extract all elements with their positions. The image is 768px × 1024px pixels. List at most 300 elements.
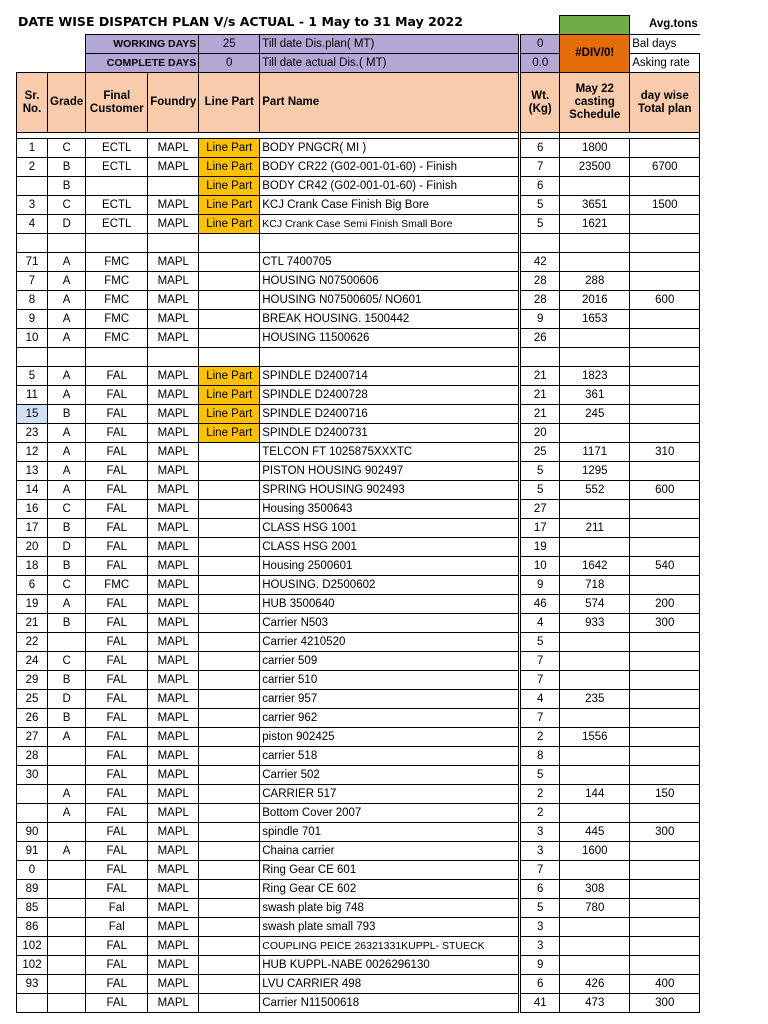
cell-part[interactable]: BREAK HOUSING. 1500442 xyxy=(260,310,520,329)
cell-wt[interactable]: 5 xyxy=(520,462,560,481)
cell-grade[interactable]: A xyxy=(48,842,86,861)
cell-part[interactable]: TELCON FT 1025875XXXTC xyxy=(260,443,520,462)
cell-customer[interactable]: ECTL xyxy=(86,139,148,158)
till-plan-value[interactable]: 0 xyxy=(520,35,560,54)
cell-part[interactable]: PISTON HOUSING 902497 xyxy=(260,462,520,481)
cell-grade[interactable]: A xyxy=(48,443,86,462)
cell-customer[interactable]: ECTL xyxy=(86,158,148,177)
cell-grade[interactable]: C xyxy=(48,576,86,595)
cell-line[interactable] xyxy=(199,500,260,519)
cell-grade[interactable] xyxy=(48,747,86,766)
cell-line[interactable] xyxy=(199,652,260,671)
cell-customer[interactable]: FAL xyxy=(86,728,148,747)
cell-plan[interactable]: 300 xyxy=(630,614,700,633)
cell-sched[interactable]: 2016 xyxy=(560,291,630,310)
cell-plan[interactable] xyxy=(630,272,700,291)
cell-sched[interactable] xyxy=(560,538,630,557)
cell-grade[interactable]: D xyxy=(48,215,86,234)
cell-plan[interactable] xyxy=(630,804,700,823)
cell-wt[interactable]: 21 xyxy=(520,386,560,405)
cell-wt[interactable]: 6 xyxy=(520,139,560,158)
cell-sr[interactable]: 6 xyxy=(17,576,48,595)
cell-part[interactable]: HUB 3500640 xyxy=(260,595,520,614)
cell-grade[interactable] xyxy=(48,633,86,652)
cell-line[interactable] xyxy=(199,538,260,557)
cell-sr[interactable]: 0 xyxy=(17,861,48,880)
cell-foundry[interactable]: MAPL xyxy=(148,652,199,671)
cell-grade[interactable]: A xyxy=(48,386,86,405)
cell-wt[interactable]: 7 xyxy=(520,709,560,728)
cell-sr[interactable] xyxy=(17,994,48,1013)
cell-sched[interactable] xyxy=(560,424,630,443)
till-actual-value[interactable]: 0.0 xyxy=(520,54,560,73)
cell-foundry[interactable]: MAPL xyxy=(148,690,199,709)
cell-foundry[interactable]: MAPL xyxy=(148,538,199,557)
cell-line[interactable] xyxy=(199,633,260,652)
cell-line[interactable] xyxy=(199,823,260,842)
cell-foundry[interactable]: MAPL xyxy=(148,215,199,234)
cell-sr[interactable]: 93 xyxy=(17,975,48,994)
cell-part[interactable]: SPINDLE D2400731 xyxy=(260,424,520,443)
cell-sr[interactable]: 27 xyxy=(17,728,48,747)
cell-grade[interactable] xyxy=(48,234,86,253)
cell-part[interactable]: CLASS HSG 1001 xyxy=(260,519,520,538)
cell-customer[interactable]: FMC xyxy=(86,291,148,310)
cell-line[interactable] xyxy=(199,310,260,329)
cell-sched[interactable] xyxy=(560,500,630,519)
cell-sched[interactable]: 1823 xyxy=(560,367,630,386)
cell-foundry[interactable] xyxy=(148,177,199,196)
cell-sched[interactable] xyxy=(560,329,630,348)
cell-sr[interactable]: 30 xyxy=(17,766,48,785)
cell-foundry[interactable]: MAPL xyxy=(148,424,199,443)
cell-customer[interactable]: Fal xyxy=(86,918,148,937)
cell-line[interactable]: Line Part xyxy=(199,158,260,177)
cell-foundry[interactable]: MAPL xyxy=(148,196,199,215)
cell-plan[interactable] xyxy=(630,842,700,861)
cell-part[interactable]: SPINDLE D2400728 xyxy=(260,386,520,405)
cell-sr[interactable]: 23 xyxy=(17,424,48,443)
cell-line[interactable] xyxy=(199,329,260,348)
cell-wt[interactable]: 21 xyxy=(520,405,560,424)
cell-customer[interactable]: Fal xyxy=(86,899,148,918)
cell-plan[interactable]: 600 xyxy=(630,291,700,310)
cell-line[interactable] xyxy=(199,614,260,633)
cell-sched[interactable] xyxy=(560,177,630,196)
cell-customer[interactable]: FAL xyxy=(86,823,148,842)
cell-line[interactable]: Line Part xyxy=(199,196,260,215)
cell-sched[interactable]: 23500 xyxy=(560,158,630,177)
cell-wt[interactable]: 25 xyxy=(520,443,560,462)
cell-wt[interactable]: 5 xyxy=(520,633,560,652)
cell-customer[interactable]: FAL xyxy=(86,842,148,861)
cell-part[interactable]: HOUSING 11500626 xyxy=(260,329,520,348)
cell-sched[interactable]: 780 xyxy=(560,899,630,918)
cell-wt[interactable]: 28 xyxy=(520,272,560,291)
cell-grade[interactable]: B xyxy=(48,519,86,538)
cell-grade[interactable]: B xyxy=(48,614,86,633)
cell-plan[interactable] xyxy=(630,234,700,253)
cell-sched[interactable]: 1800 xyxy=(560,139,630,158)
cell-wt[interactable]: 10 xyxy=(520,557,560,576)
cell-foundry[interactable]: MAPL xyxy=(148,557,199,576)
cell-part[interactable]: LVU CARRIER 498 xyxy=(260,975,520,994)
cell-sched[interactable]: 3651 xyxy=(560,196,630,215)
cell-sr[interactable]: 8 xyxy=(17,291,48,310)
cell-line[interactable] xyxy=(199,595,260,614)
cell-plan[interactable]: 400 xyxy=(630,975,700,994)
cell-sched[interactable] xyxy=(560,804,630,823)
cell-sr[interactable]: 3 xyxy=(17,196,48,215)
cell-wt[interactable]: 20 xyxy=(520,424,560,443)
cell-line[interactable] xyxy=(199,994,260,1013)
cell-foundry[interactable]: MAPL xyxy=(148,595,199,614)
cell-sched[interactable]: 1295 xyxy=(560,462,630,481)
cell-foundry[interactable]: MAPL xyxy=(148,633,199,652)
cell-sched[interactable] xyxy=(560,956,630,975)
cell-foundry[interactable]: MAPL xyxy=(148,405,199,424)
cell-part[interactable]: Housing 3500643 xyxy=(260,500,520,519)
cell-grade[interactable]: A xyxy=(48,481,86,500)
cell-sched[interactable] xyxy=(560,234,630,253)
cell-sr[interactable]: 28 xyxy=(17,747,48,766)
cell-customer[interactable]: FAL xyxy=(86,424,148,443)
cell-grade[interactable] xyxy=(48,956,86,975)
cell-grade[interactable]: A xyxy=(48,310,86,329)
cell-grade[interactable]: A xyxy=(48,367,86,386)
cell-line[interactable] xyxy=(199,842,260,861)
cell-sched[interactable]: 288 xyxy=(560,272,630,291)
cell-customer[interactable]: FAL xyxy=(86,937,148,956)
cell-sr[interactable]: 20 xyxy=(17,538,48,557)
cell-sr[interactable]: 19 xyxy=(17,595,48,614)
cell-customer[interactable]: FMC xyxy=(86,576,148,595)
cell-wt[interactable]: 5 xyxy=(520,899,560,918)
cell-part[interactable]: COUPLING PEICE 26321331KUPPL- STUECK xyxy=(260,937,520,956)
cell-plan[interactable] xyxy=(630,766,700,785)
cell-sched[interactable]: 211 xyxy=(560,519,630,538)
cell-sr[interactable]: 85 xyxy=(17,899,48,918)
cell-sr[interactable]: 86 xyxy=(17,918,48,937)
cell-sr[interactable]: 71 xyxy=(17,253,48,272)
cell-wt[interactable]: 5 xyxy=(520,766,560,785)
cell-foundry[interactable]: MAPL xyxy=(148,443,199,462)
cell-customer[interactable]: FAL xyxy=(86,975,148,994)
cell-foundry[interactable]: MAPL xyxy=(148,861,199,880)
cell-customer[interactable]: ECTL xyxy=(86,215,148,234)
cell-sr[interactable]: 102 xyxy=(17,956,48,975)
cell-grade[interactable] xyxy=(48,918,86,937)
cell-sched[interactable] xyxy=(560,918,630,937)
cell-part[interactable]: Ring Gear CE 601 xyxy=(260,861,520,880)
cell-sr[interactable]: 25 xyxy=(17,690,48,709)
cell-foundry[interactable]: MAPL xyxy=(148,310,199,329)
cell-plan[interactable]: 540 xyxy=(630,557,700,576)
cell-customer[interactable]: FAL xyxy=(86,462,148,481)
cell-part[interactable]: carrier 509 xyxy=(260,652,520,671)
cell-sr[interactable]: 18 xyxy=(17,557,48,576)
cell-plan[interactable] xyxy=(630,709,700,728)
cell-customer[interactable]: FAL xyxy=(86,747,148,766)
cell-sched[interactable]: 445 xyxy=(560,823,630,842)
working-days-value[interactable]: 25 xyxy=(199,35,260,54)
cell-customer[interactable]: FAL xyxy=(86,785,148,804)
cell-grade[interactable]: B xyxy=(48,709,86,728)
cell-customer[interactable]: FMC xyxy=(86,329,148,348)
cell-part[interactable] xyxy=(260,234,520,253)
cell-sched[interactable] xyxy=(560,861,630,880)
cell-sr[interactable]: 9 xyxy=(17,310,48,329)
cell-sched[interactable]: 718 xyxy=(560,576,630,595)
cell-customer[interactable]: FAL xyxy=(86,652,148,671)
cell-foundry[interactable]: MAPL xyxy=(148,956,199,975)
cell-line[interactable]: Line Part xyxy=(199,424,260,443)
cell-wt[interactable]: 17 xyxy=(520,519,560,538)
cell-grade[interactable] xyxy=(48,823,86,842)
cell-customer[interactable]: FAL xyxy=(86,671,148,690)
cell-wt[interactable]: 26 xyxy=(520,329,560,348)
cell-customer[interactable] xyxy=(86,177,148,196)
cell-grade[interactable]: B xyxy=(48,177,86,196)
cell-plan[interactable] xyxy=(630,329,700,348)
cell-wt[interactable]: 9 xyxy=(520,576,560,595)
cell-plan[interactable] xyxy=(630,918,700,937)
cell-wt[interactable]: 4 xyxy=(520,614,560,633)
cell-plan[interactable] xyxy=(630,386,700,405)
cell-foundry[interactable]: MAPL xyxy=(148,329,199,348)
cell-wt[interactable]: 2 xyxy=(520,785,560,804)
cell-foundry[interactable]: MAPL xyxy=(148,139,199,158)
cell-plan[interactable] xyxy=(630,690,700,709)
cell-sr[interactable]: 15 xyxy=(17,405,48,424)
cell-sr[interactable]: 1 xyxy=(17,139,48,158)
cell-wt[interactable]: 7 xyxy=(520,671,560,690)
complete-days-value[interactable]: 0 xyxy=(199,54,260,73)
cell-part[interactable]: SPINDLE D2400714 xyxy=(260,367,520,386)
cell-plan[interactable]: 200 xyxy=(630,595,700,614)
cell-grade[interactable] xyxy=(48,899,86,918)
cell-plan[interactable] xyxy=(630,937,700,956)
cell-grade[interactable]: B xyxy=(48,405,86,424)
cell-grade[interactable]: A xyxy=(48,253,86,272)
cell-wt[interactable]: 6 xyxy=(520,975,560,994)
cell-wt[interactable]: 8 xyxy=(520,747,560,766)
cell-plan[interactable] xyxy=(630,633,700,652)
cell-sr[interactable] xyxy=(17,234,48,253)
cell-plan[interactable] xyxy=(630,405,700,424)
cell-customer[interactable]: FAL xyxy=(86,405,148,424)
cell-wt[interactable]: 7 xyxy=(520,158,560,177)
cell-plan[interactable] xyxy=(630,367,700,386)
cell-grade[interactable]: C xyxy=(48,196,86,215)
cell-sr[interactable]: 13 xyxy=(17,462,48,481)
cell-grade[interactable] xyxy=(48,766,86,785)
cell-line[interactable] xyxy=(199,462,260,481)
cell-plan[interactable]: 310 xyxy=(630,443,700,462)
cell-line[interactable] xyxy=(199,272,260,291)
cell-sched[interactable] xyxy=(560,747,630,766)
cell-grade[interactable]: C xyxy=(48,139,86,158)
cell-plan[interactable] xyxy=(630,139,700,158)
cell-wt[interactable]: 9 xyxy=(520,310,560,329)
cell-wt[interactable]: 27 xyxy=(520,500,560,519)
cell-line[interactable] xyxy=(199,956,260,975)
cell-part[interactable]: HOUSING N07500606 xyxy=(260,272,520,291)
cell-line[interactable] xyxy=(199,557,260,576)
cell-line[interactable] xyxy=(199,234,260,253)
cell-wt[interactable]: 2 xyxy=(520,728,560,747)
cell-grade[interactable]: B xyxy=(48,158,86,177)
cell-line[interactable] xyxy=(199,785,260,804)
cell-sr[interactable]: 90 xyxy=(17,823,48,842)
cell-foundry[interactable]: MAPL xyxy=(148,367,199,386)
cell-foundry[interactable]: MAPL xyxy=(148,880,199,899)
cell-customer[interactable]: FAL xyxy=(86,538,148,557)
cell-part[interactable]: SPINDLE D2400716 xyxy=(260,405,520,424)
cell-customer[interactable]: FAL xyxy=(86,709,148,728)
cell-grade[interactable]: A xyxy=(48,329,86,348)
cell-grade[interactable]: A xyxy=(48,728,86,747)
cell-sched[interactable]: 552 xyxy=(560,481,630,500)
cell-plan[interactable] xyxy=(630,348,700,367)
cell-grade[interactable]: C xyxy=(48,652,86,671)
cell-wt[interactable]: 6 xyxy=(520,177,560,196)
cell-wt[interactable]: 7 xyxy=(520,652,560,671)
cell-foundry[interactable]: MAPL xyxy=(148,481,199,500)
cell-foundry[interactable] xyxy=(148,348,199,367)
cell-foundry[interactable]: MAPL xyxy=(148,842,199,861)
cell-foundry[interactable]: MAPL xyxy=(148,500,199,519)
cell-customer[interactable]: FAL xyxy=(86,443,148,462)
cell-grade[interactable] xyxy=(48,348,86,367)
cell-plan[interactable] xyxy=(630,215,700,234)
cell-wt[interactable]: 4 xyxy=(520,690,560,709)
cell-line[interactable] xyxy=(199,880,260,899)
cell-plan[interactable] xyxy=(630,253,700,272)
cell-plan[interactable]: 1500 xyxy=(630,196,700,215)
cell-plan[interactable]: 150 xyxy=(630,785,700,804)
cell-foundry[interactable]: MAPL xyxy=(148,253,199,272)
cell-line[interactable] xyxy=(199,975,260,994)
cell-sched[interactable] xyxy=(560,652,630,671)
cell-grade[interactable]: C xyxy=(48,500,86,519)
cell-sr[interactable]: 14 xyxy=(17,481,48,500)
cell-customer[interactable] xyxy=(86,348,148,367)
cell-foundry[interactable] xyxy=(148,234,199,253)
cell-sr[interactable]: 2 xyxy=(17,158,48,177)
cell-foundry[interactable]: MAPL xyxy=(148,291,199,310)
cell-wt[interactable]: 5 xyxy=(520,215,560,234)
cell-grade[interactable]: D xyxy=(48,538,86,557)
cell-customer[interactable]: FAL xyxy=(86,994,148,1013)
cell-plan[interactable] xyxy=(630,728,700,747)
cell-line[interactable] xyxy=(199,747,260,766)
cell-line[interactable] xyxy=(199,766,260,785)
cell-foundry[interactable]: MAPL xyxy=(148,158,199,177)
cell-part[interactable]: BODY PNGCR( MI ) xyxy=(260,139,520,158)
cell-customer[interactable]: FAL xyxy=(86,367,148,386)
cell-part[interactable]: carrier 962 xyxy=(260,709,520,728)
div-error-cell[interactable]: #DIV/0! xyxy=(560,35,630,73)
cell-plan[interactable] xyxy=(630,880,700,899)
cell-customer[interactable]: FAL xyxy=(86,557,148,576)
cell-customer[interactable]: FMC xyxy=(86,253,148,272)
cell-sr[interactable]: 12 xyxy=(17,443,48,462)
cell-wt[interactable] xyxy=(520,348,560,367)
cell-part[interactable]: SPRING HOUSING 902493 xyxy=(260,481,520,500)
cell-part[interactable]: BODY CR42 (G02-001-01-60) - Finish xyxy=(260,177,520,196)
cell-part[interactable]: piston 902425 xyxy=(260,728,520,747)
cell-wt[interactable]: 3 xyxy=(520,823,560,842)
cell-sr[interactable]: 91 xyxy=(17,842,48,861)
cell-sr[interactable]: 17 xyxy=(17,519,48,538)
cell-customer[interactable]: FMC xyxy=(86,272,148,291)
cell-part[interactable]: HOUSING. D2500602 xyxy=(260,576,520,595)
cell-foundry[interactable]: MAPL xyxy=(148,709,199,728)
cell-sr[interactable]: 29 xyxy=(17,671,48,690)
cell-grade[interactable]: A xyxy=(48,424,86,443)
cell-part[interactable]: CARRIER 517 xyxy=(260,785,520,804)
cell-grade[interactable]: B xyxy=(48,671,86,690)
cell-part[interactable]: CLASS HSG 2001 xyxy=(260,538,520,557)
cell-grade[interactable] xyxy=(48,861,86,880)
cell-foundry[interactable]: MAPL xyxy=(148,576,199,595)
cell-sched[interactable]: 1642 xyxy=(560,557,630,576)
cell-line[interactable]: Line Part xyxy=(199,177,260,196)
cell-plan[interactable] xyxy=(630,956,700,975)
cell-customer[interactable] xyxy=(86,234,148,253)
cell-foundry[interactable]: MAPL xyxy=(148,899,199,918)
cell-grade[interactable]: D xyxy=(48,690,86,709)
cell-sched[interactable] xyxy=(560,348,630,367)
cell-line[interactable] xyxy=(199,576,260,595)
cell-customer[interactable]: FAL xyxy=(86,880,148,899)
cell-foundry[interactable]: MAPL xyxy=(148,918,199,937)
cell-customer[interactable]: FAL xyxy=(86,481,148,500)
cell-foundry[interactable]: MAPL xyxy=(148,272,199,291)
cell-part[interactable]: BODY CR22 (G02-001-01-60) - Finish xyxy=(260,158,520,177)
cell-part[interactable]: carrier 518 xyxy=(260,747,520,766)
cell-sr[interactable]: 7 xyxy=(17,272,48,291)
cell-sr[interactable]: 16 xyxy=(17,500,48,519)
cell-wt[interactable]: 42 xyxy=(520,253,560,272)
cell-part[interactable]: Chaina carrier xyxy=(260,842,520,861)
cell-foundry[interactable]: MAPL xyxy=(148,785,199,804)
cell-foundry[interactable]: MAPL xyxy=(148,614,199,633)
cell-wt[interactable]: 9 xyxy=(520,956,560,975)
cell-sched[interactable]: 1653 xyxy=(560,310,630,329)
cell-sched[interactable]: 361 xyxy=(560,386,630,405)
cell-sr[interactable]: 11 xyxy=(17,386,48,405)
cell-part[interactable]: HOUSING N07500605/ NO601 xyxy=(260,291,520,310)
cell-wt[interactable]: 19 xyxy=(520,538,560,557)
cell-foundry[interactable]: MAPL xyxy=(148,519,199,538)
cell-sched[interactable] xyxy=(560,671,630,690)
cell-part[interactable]: KCJ Crank Case Finish Big Bore xyxy=(260,196,520,215)
cell-foundry[interactable]: MAPL xyxy=(148,975,199,994)
cell-part[interactable] xyxy=(260,348,520,367)
cell-foundry[interactable]: MAPL xyxy=(148,728,199,747)
cell-plan[interactable] xyxy=(630,576,700,595)
cell-sched[interactable]: 574 xyxy=(560,595,630,614)
cell-part[interactable]: carrier 510 xyxy=(260,671,520,690)
cell-grade[interactable] xyxy=(48,975,86,994)
cell-part[interactable]: swash plate big 748 xyxy=(260,899,520,918)
cell-line[interactable] xyxy=(199,481,260,500)
cell-sr[interactable]: 89 xyxy=(17,880,48,899)
cell-foundry[interactable]: MAPL xyxy=(148,747,199,766)
cell-line[interactable]: Line Part xyxy=(199,405,260,424)
